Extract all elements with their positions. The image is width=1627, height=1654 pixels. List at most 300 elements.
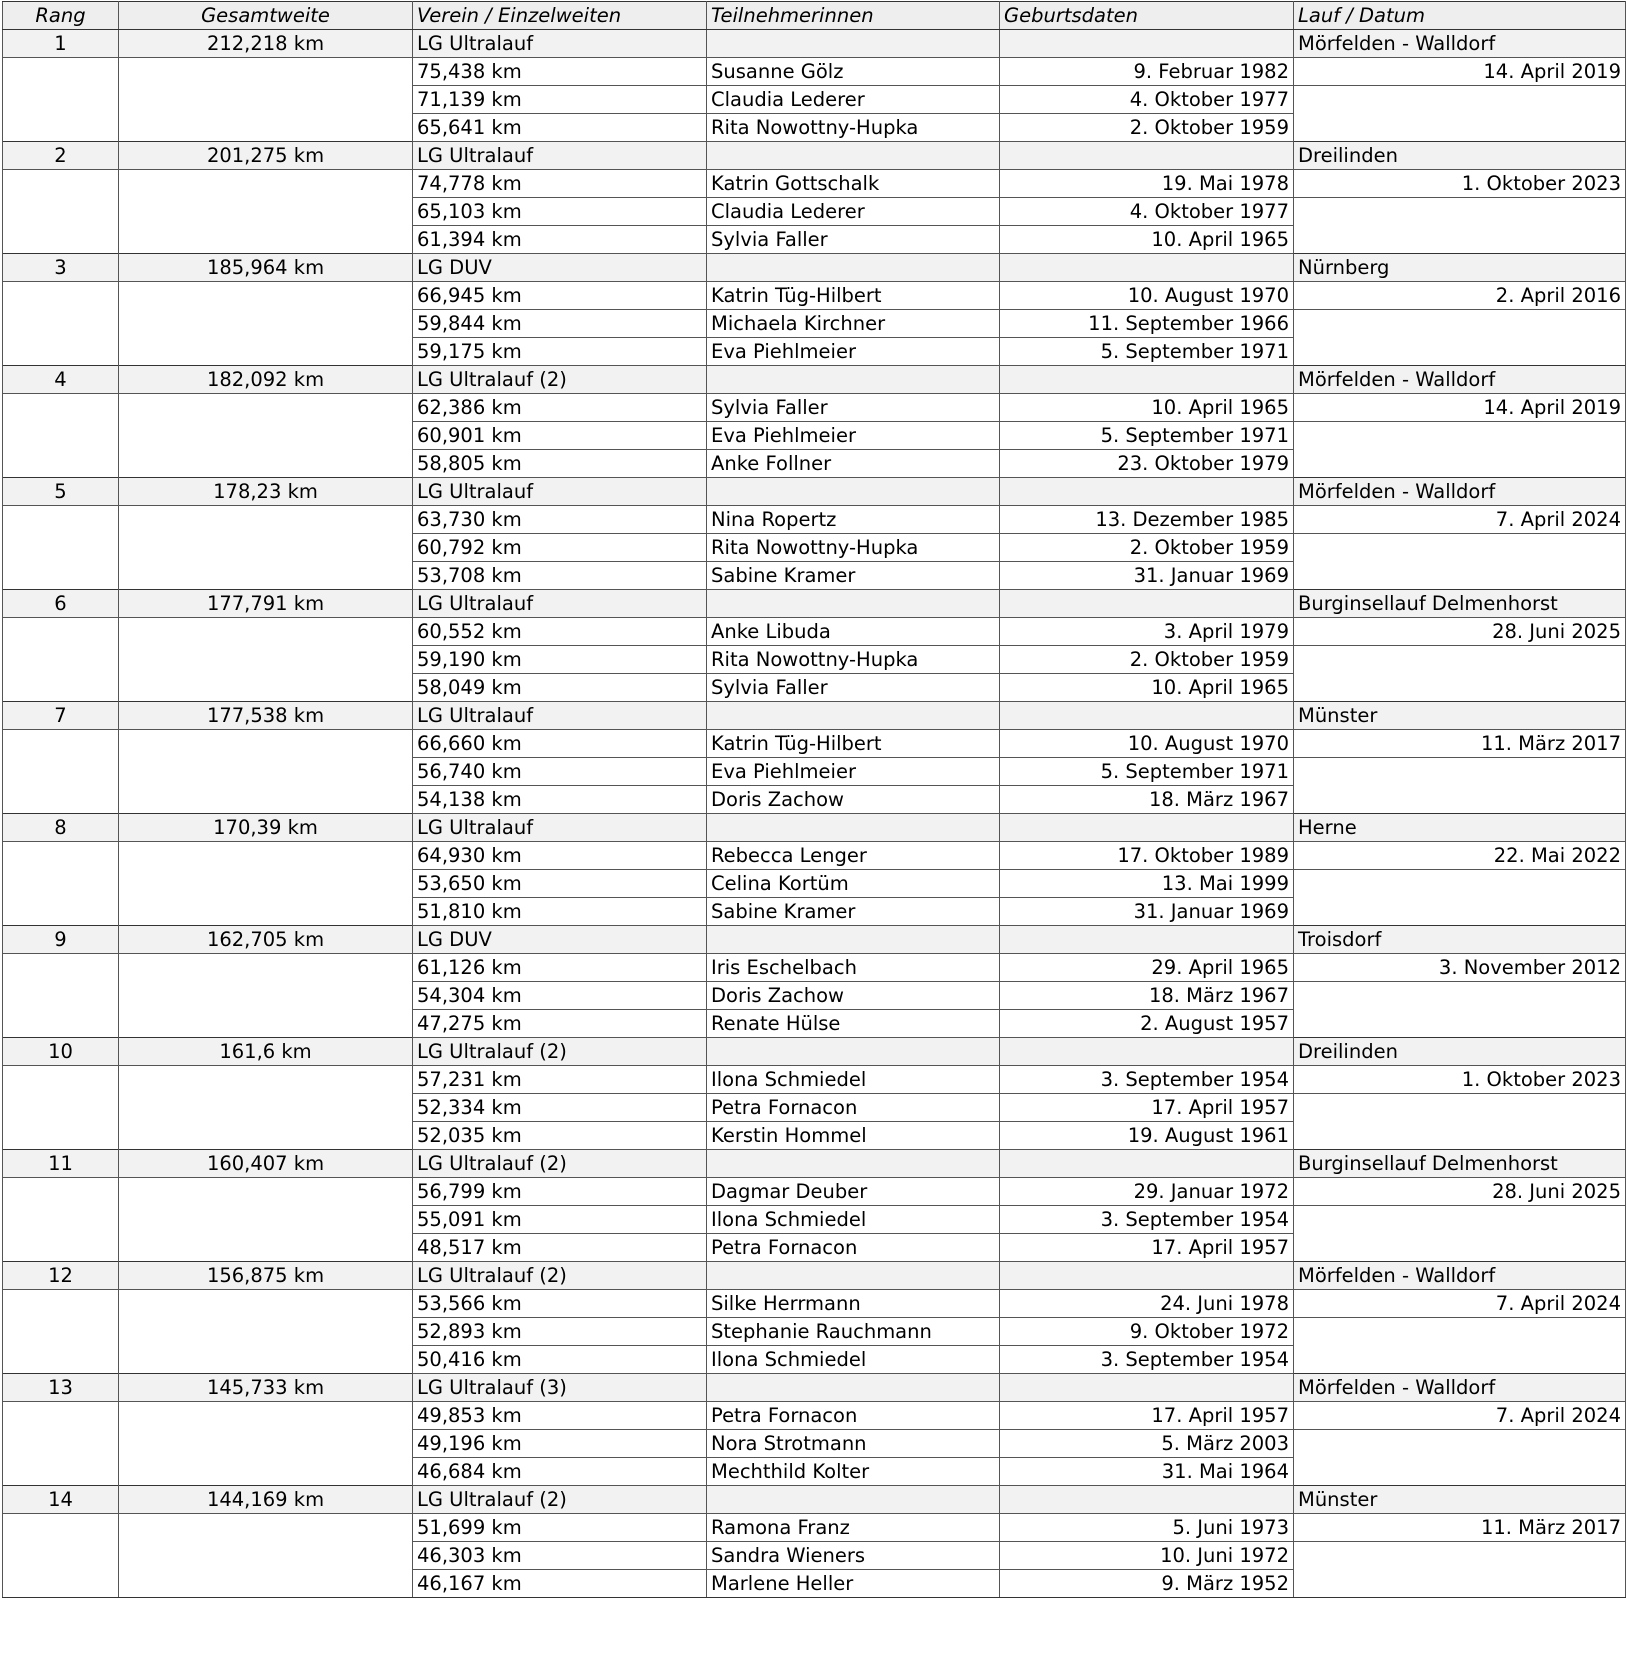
member-empty-total (119, 1514, 413, 1542)
member-empty-rank (3, 226, 119, 254)
member-row (3, 758, 1626, 786)
member-distance: 65,103 km (413, 198, 707, 226)
member-row (3, 1542, 1626, 1570)
member-name: Katrin Tüg-Hilbert (707, 282, 1000, 310)
race-date-empty (1294, 450, 1626, 478)
member-empty-rank (3, 842, 119, 870)
member-empty-total (119, 1206, 413, 1234)
race-date-empty (1294, 422, 1626, 450)
team-empty-birth (1000, 1150, 1294, 1178)
member-birthdate: 13. Mai 1999 (1000, 870, 1294, 898)
member-row (3, 1178, 1626, 1206)
team-row (3, 702, 1626, 730)
member-distance: 61,394 km (413, 226, 707, 254)
member-row (3, 786, 1626, 814)
team-empty-birth (1000, 1374, 1294, 1402)
member-empty-rank (3, 450, 119, 478)
team-total-distance: 156,875 km (119, 1262, 413, 1290)
member-distance: 50,416 km (413, 1346, 707, 1374)
team-empty-birth (1000, 478, 1294, 506)
team-race: Burginsellauf Delmenhorst (1294, 590, 1626, 618)
race-date-empty (1294, 982, 1626, 1010)
team-rank: 9 (3, 926, 119, 954)
member-empty-total (119, 422, 413, 450)
race-date-empty (1294, 870, 1626, 898)
member-row (3, 646, 1626, 674)
member-empty-total (119, 226, 413, 254)
team-empty-birth (1000, 142, 1294, 170)
member-empty-total (119, 842, 413, 870)
team-club: LG Ultralauf (413, 478, 707, 506)
member-distance: 57,231 km (413, 1066, 707, 1094)
race-date-empty (1294, 1122, 1626, 1150)
member-birthdate: 10. April 1965 (1000, 226, 1294, 254)
member-row (3, 1206, 1626, 1234)
member-empty-total (119, 786, 413, 814)
member-distance: 64,930 km (413, 842, 707, 870)
race-date: 1. Oktober 2023 (1294, 170, 1626, 198)
team-empty-birth (1000, 1486, 1294, 1514)
member-birthdate: 10. August 1970 (1000, 282, 1294, 310)
member-empty-total (119, 1010, 413, 1038)
member-distance: 52,893 km (413, 1318, 707, 1346)
member-empty-total (119, 534, 413, 562)
member-birthdate: 17. April 1957 (1000, 1234, 1294, 1262)
member-empty-rank (3, 1458, 119, 1486)
member-row (3, 618, 1626, 646)
race-date: 7. April 2024 (1294, 506, 1626, 534)
race-date: 7. April 2024 (1294, 1402, 1626, 1430)
member-empty-rank (3, 1542, 119, 1570)
team-row (3, 590, 1626, 618)
team-rank: 4 (3, 366, 119, 394)
team-row (3, 926, 1626, 954)
member-distance: 60,552 km (413, 618, 707, 646)
team-row (3, 1486, 1626, 1514)
member-name: Nina Ropertz (707, 506, 1000, 534)
member-distance: 53,650 km (413, 870, 707, 898)
member-empty-rank (3, 1514, 119, 1542)
member-birthdate: 19. Mai 1978 (1000, 170, 1294, 198)
member-name: Mechthild Kolter (707, 1458, 1000, 1486)
team-rank: 13 (3, 1374, 119, 1402)
member-empty-total (119, 86, 413, 114)
member-empty-total (119, 450, 413, 478)
team-row (3, 1374, 1626, 1402)
member-empty-rank (3, 58, 119, 86)
member-name: Sabine Kramer (707, 898, 1000, 926)
team-club: LG Ultralauf (413, 814, 707, 842)
team-row (3, 142, 1626, 170)
member-row (3, 562, 1626, 590)
member-empty-total (119, 114, 413, 142)
member-name: Claudia Lederer (707, 198, 1000, 226)
team-rank: 1 (3, 30, 119, 58)
team-club: LG Ultralauf (413, 142, 707, 170)
member-distance: 60,901 km (413, 422, 707, 450)
member-distance: 53,566 km (413, 1290, 707, 1318)
member-empty-total (119, 1402, 413, 1430)
member-name: Nora Strotmann (707, 1430, 1000, 1458)
member-distance: 66,945 km (413, 282, 707, 310)
race-date: 22. Mai 2022 (1294, 842, 1626, 870)
team-race: Münster (1294, 702, 1626, 730)
member-birthdate: 2. August 1957 (1000, 1010, 1294, 1038)
team-row (3, 1038, 1626, 1066)
member-birthdate: 3. September 1954 (1000, 1346, 1294, 1374)
team-total-distance: 161,6 km (119, 1038, 413, 1066)
table-header (3, 2, 1626, 30)
member-empty-rank (3, 1318, 119, 1346)
member-empty-rank (3, 282, 119, 310)
team-row (3, 1150, 1626, 1178)
member-row (3, 1346, 1626, 1374)
team-total-distance: 170,39 km (119, 814, 413, 842)
team-race: Troisdorf (1294, 926, 1626, 954)
race-date: 3. November 2012 (1294, 954, 1626, 982)
team-race: Herne (1294, 814, 1626, 842)
member-birthdate: 13. Dezember 1985 (1000, 506, 1294, 534)
member-birthdate: 2. Oktober 1959 (1000, 534, 1294, 562)
member-name: Anke Libuda (707, 618, 1000, 646)
member-empty-total (119, 898, 413, 926)
team-rank: 11 (3, 1150, 119, 1178)
member-name: Eva Piehlmeier (707, 338, 1000, 366)
member-empty-total (119, 198, 413, 226)
member-empty-total (119, 982, 413, 1010)
member-distance: 74,778 km (413, 170, 707, 198)
member-name: Petra Fornacon (707, 1234, 1000, 1262)
member-birthdate: 31. Januar 1969 (1000, 898, 1294, 926)
member-empty-rank (3, 618, 119, 646)
member-empty-total (119, 1234, 413, 1262)
team-total-distance: 177,538 km (119, 702, 413, 730)
member-empty-rank (3, 1290, 119, 1318)
team-club: LG Ultralauf (2) (413, 1038, 707, 1066)
member-empty-total (119, 282, 413, 310)
member-distance: 65,641 km (413, 114, 707, 142)
member-distance: 62,386 km (413, 394, 707, 422)
team-empty-name (707, 1262, 1000, 1290)
member-empty-total (119, 954, 413, 982)
team-empty-name (707, 30, 1000, 58)
member-birthdate: 19. August 1961 (1000, 1122, 1294, 1150)
member-birthdate: 18. März 1967 (1000, 982, 1294, 1010)
team-total-distance: 162,705 km (119, 926, 413, 954)
team-rank: 8 (3, 814, 119, 842)
member-name: Sylvia Faller (707, 226, 1000, 254)
header-total: Gesamtweite (119, 2, 413, 30)
member-distance: 48,517 km (413, 1234, 707, 1262)
member-birthdate: 3. September 1954 (1000, 1206, 1294, 1234)
team-row (3, 366, 1626, 394)
race-date: 11. März 2017 (1294, 1514, 1626, 1542)
member-name: Dagmar Deuber (707, 1178, 1000, 1206)
team-rank: 5 (3, 478, 119, 506)
member-row (3, 1514, 1626, 1542)
member-name: Silke Herrmann (707, 1290, 1000, 1318)
team-rank: 6 (3, 590, 119, 618)
member-birthdate: 10. April 1965 (1000, 674, 1294, 702)
member-birthdate: 5. September 1971 (1000, 338, 1294, 366)
race-date-empty (1294, 1010, 1626, 1038)
team-empty-name (707, 926, 1000, 954)
race-date-empty (1294, 1206, 1626, 1234)
member-empty-rank (3, 394, 119, 422)
race-date: 14. April 2019 (1294, 394, 1626, 422)
member-row (3, 1318, 1626, 1346)
member-row (3, 898, 1626, 926)
member-distance: 63,730 km (413, 506, 707, 534)
member-row (3, 170, 1626, 198)
member-name: Rita Nowottny-Hupka (707, 114, 1000, 142)
member-birthdate: 5. Juni 1973 (1000, 1514, 1294, 1542)
team-empty-birth (1000, 926, 1294, 954)
team-empty-name (707, 814, 1000, 842)
member-birthdate: 2. Oktober 1959 (1000, 646, 1294, 674)
team-race: Mörfelden - Walldorf (1294, 366, 1626, 394)
member-distance: 56,799 km (413, 1178, 707, 1206)
team-empty-birth (1000, 1038, 1294, 1066)
member-distance: 46,303 km (413, 1542, 707, 1570)
member-empty-rank (3, 1346, 119, 1374)
member-birthdate: 2. Oktober 1959 (1000, 114, 1294, 142)
team-total-distance: 160,407 km (119, 1150, 413, 1178)
member-row (3, 1066, 1626, 1094)
team-club: LG Ultralauf (413, 590, 707, 618)
team-club: LG DUV (413, 254, 707, 282)
team-race: Burginsellauf Delmenhorst (1294, 1150, 1626, 1178)
race-date-empty (1294, 1458, 1626, 1486)
member-distance: 54,138 km (413, 786, 707, 814)
race-date-empty (1294, 674, 1626, 702)
race-date-empty (1294, 1094, 1626, 1122)
member-empty-total (119, 1570, 413, 1598)
member-birthdate: 3. April 1979 (1000, 618, 1294, 646)
member-empty-rank (3, 1402, 119, 1430)
member-name: Michaela Kirchner (707, 310, 1000, 338)
race-date-empty (1294, 646, 1626, 674)
team-rank: 10 (3, 1038, 119, 1066)
member-name: Eva Piehlmeier (707, 422, 1000, 450)
member-empty-rank (3, 506, 119, 534)
member-name: Anke Follner (707, 450, 1000, 478)
member-empty-total (119, 1290, 413, 1318)
member-distance: 60,792 km (413, 534, 707, 562)
member-distance: 46,684 km (413, 1458, 707, 1486)
member-empty-total (119, 338, 413, 366)
member-birthdate: 10. April 1965 (1000, 394, 1294, 422)
member-empty-rank (3, 1570, 119, 1598)
member-distance: 59,190 km (413, 646, 707, 674)
member-birthdate: 5. September 1971 (1000, 758, 1294, 786)
team-club: LG Ultralauf (2) (413, 1262, 707, 1290)
member-birthdate: 17. April 1957 (1000, 1094, 1294, 1122)
race-date-empty (1294, 1234, 1626, 1262)
member-birthdate: 31. Januar 1969 (1000, 562, 1294, 590)
member-empty-rank (3, 1206, 119, 1234)
member-empty-total (119, 674, 413, 702)
member-name: Rebecca Lenger (707, 842, 1000, 870)
member-distance: 53,708 km (413, 562, 707, 590)
member-row (3, 842, 1626, 870)
member-row (3, 1430, 1626, 1458)
member-row (3, 1122, 1626, 1150)
team-club: LG Ultralauf (2) (413, 366, 707, 394)
race-date-empty (1294, 1318, 1626, 1346)
member-distance: 54,304 km (413, 982, 707, 1010)
member-empty-rank (3, 1094, 119, 1122)
race-date-empty (1294, 226, 1626, 254)
member-empty-total (119, 1318, 413, 1346)
race-date: 7. April 2024 (1294, 1290, 1626, 1318)
member-birthdate: 17. Oktober 1989 (1000, 842, 1294, 870)
member-empty-rank (3, 338, 119, 366)
member-empty-rank (3, 86, 119, 114)
member-row (3, 422, 1626, 450)
header-birthdates: Geburtsdaten (1000, 2, 1294, 30)
team-row (3, 814, 1626, 842)
member-row (3, 674, 1626, 702)
member-name: Claudia Lederer (707, 86, 1000, 114)
member-name: Ramona Franz (707, 1514, 1000, 1542)
member-empty-total (119, 646, 413, 674)
team-total-distance: 144,169 km (119, 1486, 413, 1514)
member-birthdate: 10. August 1970 (1000, 730, 1294, 758)
team-empty-birth (1000, 590, 1294, 618)
member-empty-rank (3, 198, 119, 226)
race-date-empty (1294, 1346, 1626, 1374)
member-distance: 46,167 km (413, 1570, 707, 1598)
member-distance: 49,196 km (413, 1430, 707, 1458)
member-birthdate: 9. Februar 1982 (1000, 58, 1294, 86)
header-rank: Rang (3, 2, 119, 30)
member-distance: 58,049 km (413, 674, 707, 702)
race-date-empty (1294, 338, 1626, 366)
member-empty-rank (3, 1430, 119, 1458)
race-date-empty (1294, 758, 1626, 786)
member-name: Sylvia Faller (707, 394, 1000, 422)
team-empty-name (707, 142, 1000, 170)
race-date-empty (1294, 1430, 1626, 1458)
member-empty-total (119, 870, 413, 898)
race-date-empty (1294, 898, 1626, 926)
member-empty-total (119, 170, 413, 198)
team-total-distance: 177,791 km (119, 590, 413, 618)
member-empty-total (119, 506, 413, 534)
team-rank: 3 (3, 254, 119, 282)
member-name: Rita Nowottny-Hupka (707, 646, 1000, 674)
team-empty-name (707, 1038, 1000, 1066)
member-empty-rank (3, 954, 119, 982)
member-empty-total (119, 1458, 413, 1486)
team-total-distance: 145,733 km (119, 1374, 413, 1402)
member-distance: 55,091 km (413, 1206, 707, 1234)
team-empty-name (707, 254, 1000, 282)
member-empty-rank (3, 1234, 119, 1262)
team-empty-name (707, 1374, 1000, 1402)
team-empty-name (707, 702, 1000, 730)
member-empty-rank (3, 646, 119, 674)
team-empty-birth (1000, 814, 1294, 842)
team-empty-birth (1000, 702, 1294, 730)
member-name: Iris Eschelbach (707, 954, 1000, 982)
race-date-empty (1294, 114, 1626, 142)
race-date-empty (1294, 1542, 1626, 1570)
member-row (3, 58, 1626, 86)
member-birthdate: 5. September 1971 (1000, 422, 1294, 450)
member-name: Sandra Wieners (707, 1542, 1000, 1570)
member-row (3, 86, 1626, 114)
member-row (3, 282, 1626, 310)
team-empty-birth (1000, 30, 1294, 58)
member-empty-total (119, 1122, 413, 1150)
member-row (3, 1290, 1626, 1318)
team-total-distance: 178,23 km (119, 478, 413, 506)
member-row (3, 394, 1626, 422)
table-body (3, 30, 1626, 1598)
member-birthdate: 31. Mai 1964 (1000, 1458, 1294, 1486)
member-empty-total (119, 1430, 413, 1458)
member-empty-rank (3, 758, 119, 786)
team-row (3, 478, 1626, 506)
member-empty-rank (3, 1010, 119, 1038)
member-name: Stephanie Rauchmann (707, 1318, 1000, 1346)
member-row (3, 1458, 1626, 1486)
team-empty-name (707, 1486, 1000, 1514)
member-birthdate: 18. März 1967 (1000, 786, 1294, 814)
member-empty-total (119, 1094, 413, 1122)
member-name: Celina Kortüm (707, 870, 1000, 898)
member-row (3, 730, 1626, 758)
member-empty-total (119, 758, 413, 786)
member-birthdate: 17. April 1957 (1000, 1402, 1294, 1430)
member-empty-total (119, 1066, 413, 1094)
member-distance: 47,275 km (413, 1010, 707, 1038)
member-distance: 59,175 km (413, 338, 707, 366)
team-club: LG Ultralauf (2) (413, 1486, 707, 1514)
team-empty-birth (1000, 1262, 1294, 1290)
team-race: Mörfelden - Walldorf (1294, 1262, 1626, 1290)
member-distance: 56,740 km (413, 758, 707, 786)
team-rank: 12 (3, 1262, 119, 1290)
rankings-table (2, 1, 1626, 1598)
member-row (3, 506, 1626, 534)
team-empty-name (707, 1150, 1000, 1178)
header-race-date: Lauf / Datum (1294, 2, 1626, 30)
member-distance: 61,126 km (413, 954, 707, 982)
member-empty-rank (3, 898, 119, 926)
member-row (3, 198, 1626, 226)
member-distance: 59,844 km (413, 310, 707, 338)
member-empty-rank (3, 1122, 119, 1150)
header-row (3, 2, 1626, 30)
member-empty-total (119, 618, 413, 646)
member-birthdate: 11. September 1966 (1000, 310, 1294, 338)
member-row (3, 338, 1626, 366)
member-row (3, 982, 1626, 1010)
race-date-empty (1294, 534, 1626, 562)
member-empty-rank (3, 310, 119, 338)
team-race: Mörfelden - Walldorf (1294, 478, 1626, 506)
member-distance: 52,334 km (413, 1094, 707, 1122)
member-row (3, 310, 1626, 338)
team-race: Dreilinden (1294, 142, 1626, 170)
member-empty-rank (3, 114, 119, 142)
member-row (3, 114, 1626, 142)
member-name: Doris Zachow (707, 982, 1000, 1010)
member-row (3, 1010, 1626, 1038)
